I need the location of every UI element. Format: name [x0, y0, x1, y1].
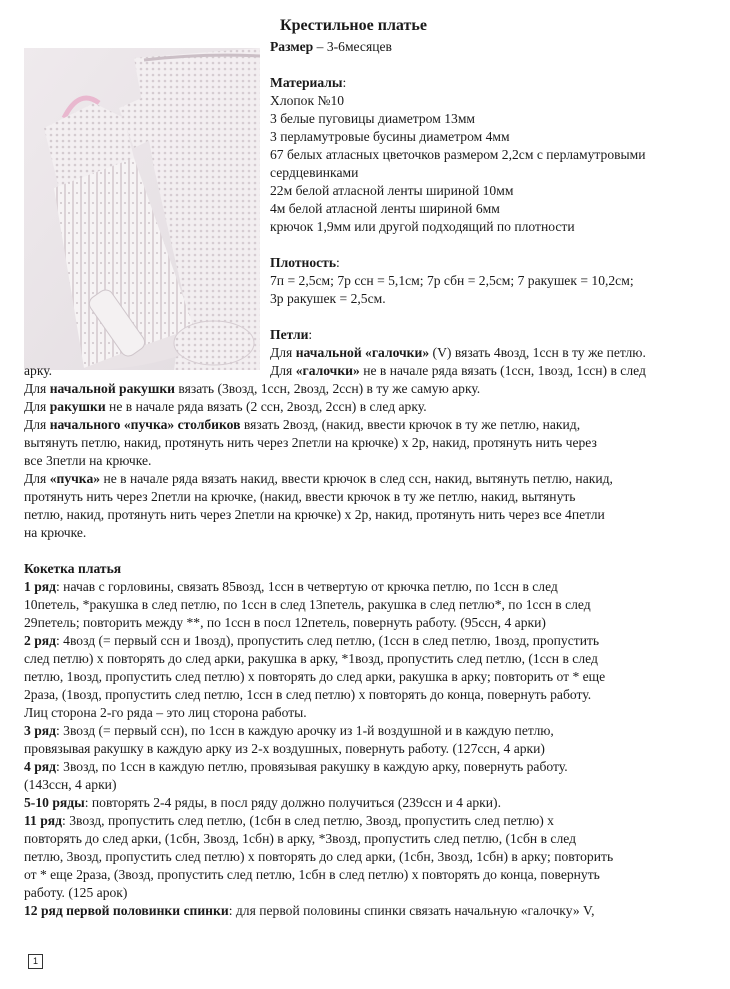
main-text: арку. Для начальной ракушки вязать (3возд, 1ссн, 2возд, 2ссн) в ту же самую арку. Для ракушки не в начале ряда вязать (2 ссн, 2возд, 2ссн) в след арку. Для начального «пучка» столбиков вязать 2возд, (накид, ввести крючок в ту же петлю, накид, вытянуть петлю, накид, протянуть нить через 2петли на крючке) х 2р, накид, протянуть нить через все 3петли на крючке. Для «пучка» не в начале ряда вязать накид, ввести крючок в след ссн, накид, вытянуть петлю, накид, протянуть нить через 2петли на крючке, (накид, ввести крючок в ту же петлю, накид, вытянуть петлю, накид, протянуть нить через 2петли на крючке) х 2р, накид, протянуть нить через все 4петли на крючке. Кокетка платья 1 ряд: начав с горловины, связать 85возд, 1ссн в четвертую от крючка петлю, по 1ссн в след 10петель, *ракушка в след петлю, по 1ссн в след 13петель, ракушка в след петлю*, по 1ссн в след 29петель; повторить между **, по 1ссн в посл 12петель, повернуть работу. (95ссн, 4 арки) 2 ряд: 4возд (= первый ссн и 1возд), пропустить след петлю, (1ссн в след петлю, 1возд, пропустить след петлю) х повторять до след арки, ракушка в арку, *1возд, пропустить след петлю, (1ссн в след петлю, 1возд, пропустить след петлю) х повторять до след арки, ракушка в арку; повторить от * еще 2раза, (1возд, пропустить след петлю, 1ссн в след петлю) х повторять до конца, повернуть работу. Лиц сторона 2-го ряда – это лиц сторона работы. 3 ряд: 3возд (= первый ссн), по 1ссн в каждую арочку из 1-й воздушной и в каждую петлю, провязывая ракушку в каждую арку из 2-х воздушных, повернуть работу. (127ссн, 4 арки) 4 ряд: 3возд, по 1ссн в каждую петлю, провязывая ракушку в каждую арку, повернуть работу. (143ссн, 4 арки) 5-10 ряды: повторять 2-4 ряды, в посл ряду должно получиться (239ссн и 4 арки). 11 ряд: 3возд, пропустить след петлю, (1сбн в след петлю, 3возд, пропустить след петлю) х повторять до след арки, (1сбн, 3возд, 1сбн) в арку, *3возд, пропустить след петлю, (1сбн в след петлю, 3возд, пропустить след петлю) х повторять до след арки, (1сбн, 3возд, 1сбн) в арку; повторить от * еще 2раза, (3возд, пропустить след петлю, 1сбн в след петлю) х повторять до конца, повернуть работу. (125 арок) 12 ряд первой половинки спинки: для первой половины спинки связать начальную «галочку» V,: [24, 362, 714, 920]
loops-line: Для ракушки не в начале ряда вязать (2 ссн, 2возд, 2ссн) в след арку.: [24, 399, 427, 414]
dress-photo: [24, 48, 260, 370]
material-item: 3 перламутровые бусины диаметром 4мм: [270, 129, 510, 144]
loops-line: Для начального «пучка» столбиков вязать 2возд, (накид, ввести крючок в ту же петлю, накид,: [24, 417, 581, 432]
density-line: 7п = 2,5см; 7р ссн = 5,1см; 7р сбн = 2,5см; 7 ракушек = 10,2см;: [270, 273, 634, 288]
loops-line: петлю, накид, протянуть нить через 2петли на крючке) х 2р, накид, протянуть нить через все 4петли: [24, 507, 605, 522]
loops-line: Для начальной «галочки» (V) вязать 4возд, 1ссн в ту же петлю.: [270, 345, 646, 360]
loops-line: Для «пучка» не в начале ряда вязать накид, ввести крючок в след ссн, накид, вытянуть петлю, накид,: [24, 471, 613, 486]
size-line: Размер – 3-6месяцев: [270, 39, 392, 54]
loops-line: Для начальной ракушки вязать (3возд, 1ссн, 2возд, 2ссн) в ту же самую арку.: [24, 381, 481, 396]
material-item: Хлопок №10: [270, 93, 345, 108]
row-11: 11 ряд: 3возд, пропустить след петлю, (1сбн в след петлю, 3возд, пропустить след петлю) х: [24, 813, 554, 828]
page-number: 1: [28, 954, 43, 969]
material-item: 67 белых атласных цветочков размером 2,2см с перламутровыми: [270, 147, 646, 162]
loops-line: арку.: [24, 363, 53, 378]
loops-heading: Петли:: [270, 327, 313, 342]
header-column: [270, 38, 720, 380]
size-label: Размер: [270, 39, 314, 54]
row-12: 12 ряд первой половинки спинки: для первой половины спинки связать начальную «галочку» V,: [24, 903, 595, 918]
density-heading: Плотность:: [270, 255, 340, 270]
size-value: 3-6месяцев: [326, 39, 392, 54]
row-5-10: 5-10 ряды: повторять 2-4 ряды, в посл ряду должно получиться (239ссн и 4 арки).: [24, 795, 501, 810]
material-item: крючок 1,9мм или другой подходящий по плотности: [270, 219, 575, 234]
density-line: 3р ракушек = 2,5см.: [270, 291, 386, 306]
dress-illustration: [24, 48, 260, 370]
loops-line: на крючке.: [24, 525, 87, 540]
loops-line: вытянуть петлю, накид, протянуть нить через 2петли на крючке) х 2р, накид, протянуть нить через: [24, 435, 597, 450]
material-item: 4м белой атласной ленты шириной 6мм: [270, 201, 500, 216]
loops-line: протянуть нить через 2петли на крючке, (накид, ввести крючок в ту же петлю, накид, вытянуть: [24, 489, 576, 504]
material-item: 3 белые пуговицы диаметром 13мм: [270, 111, 476, 126]
row-3: 3 ряд: 3возд (= первый ссн), по 1ссн в каждую арочку из 1-й воздушной и в каждую петлю,: [24, 723, 554, 738]
row-4: 4 ряд: 3возд, по 1ссн в каждую петлю, провязывая ракушку в каждую арку, повернуть работу.: [24, 759, 568, 774]
loops-line: Для «галочки» не в начале ряда вязать (1ссн, 1возд, 1ссн) в след: [270, 363, 646, 378]
row-1: 1 ряд: начав с горловины, связать 85возд, 1ссн в четвертую от крючка петлю, по 1ссн в след: [24, 579, 558, 594]
material-item: 22м белой атласной ленты шириной 10мм: [270, 183, 514, 198]
yoke-heading: Кокетка платья: [24, 561, 122, 576]
loops-line: все 3петли на крючке.: [24, 453, 152, 468]
row-2: 2 ряд: 4возд (= первый ссн и 1возд), пропустить след петлю, (1ссн в след петлю, 1возд, пропустить: [24, 633, 600, 648]
materials-heading: Материалы:: [270, 75, 347, 90]
page-title: Крестильное платье: [280, 17, 427, 34]
material-item: сердцевинками: [270, 165, 359, 180]
